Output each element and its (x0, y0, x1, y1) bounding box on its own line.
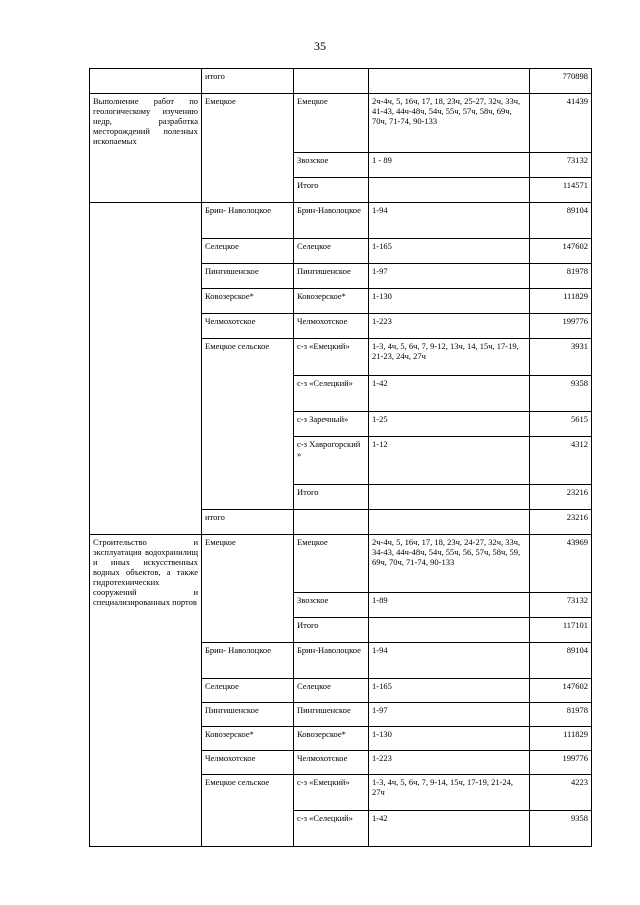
forestry-cell: с-з Заречный» (294, 412, 369, 437)
quarters-cell: 1-97 (369, 264, 530, 289)
quarters-cell: 1-42 (369, 811, 530, 847)
area-cell: 5615 (530, 412, 592, 437)
area-cell: 111829 (530, 289, 592, 314)
municipality-cell: Пингишенское (202, 703, 294, 727)
quarters-cell (369, 178, 530, 203)
quarters-cell: 1-130 (369, 727, 530, 751)
forestry-cell: с-з «Емецкий» (294, 775, 369, 811)
municipality-cell: Брин- Наволоцкое (202, 643, 294, 679)
quarters-cell (369, 510, 530, 535)
municipality-cell: Емецкое (202, 535, 294, 643)
area-cell: 117101 (530, 618, 592, 643)
forestry-cell: с-з «Емецкий» (294, 339, 369, 376)
area-cell: 4312 (530, 437, 592, 485)
forestry-cell: Ковозерское* (294, 727, 369, 751)
forestry-cell: Брин-Наволоцкое (294, 643, 369, 679)
forestry-cell: Итого (294, 485, 369, 510)
quarters-cell (369, 618, 530, 643)
area-cell: 111829 (530, 727, 592, 751)
area-cell: 9358 (530, 811, 592, 847)
area-cell: 4223 (530, 775, 592, 811)
forestry-cell: Итого (294, 618, 369, 643)
forestry-cell: Емецкое (294, 535, 369, 593)
municipality-cell: Емецкое сельское (202, 775, 294, 847)
forestry-cell: Челмохотское (294, 751, 369, 775)
municipality-cell: Ковозерское* (202, 727, 294, 751)
forestry-cell: Итого (294, 178, 369, 203)
area-cell: 43969 (530, 535, 592, 593)
area-cell: 147602 (530, 239, 592, 264)
activity-cell: Выполнение работ по геологическому изучению недр, разработка месторождений полезных ископаемых (90, 94, 202, 203)
quarters-cell: 1-94 (369, 203, 530, 239)
municipality-cell: Челмохотское (202, 751, 294, 775)
page-number: 35 (314, 39, 326, 53)
forestry-cell: Звозское (294, 593, 369, 618)
quarters-cell: 1-165 (369, 239, 530, 264)
activity-cell (90, 203, 202, 535)
forestry-cell: с-з Хаврогорский » (294, 437, 369, 485)
quarters-cell: 1-97 (369, 703, 530, 727)
area-cell: 9358 (530, 376, 592, 412)
quarters-cell (369, 485, 530, 510)
forestry-cell: Звозское (294, 153, 369, 178)
quarters-cell: 2ч-4ч, 5, 16ч, 17, 18, 23ч, 24-27, 32ч, 33ч, 34-43, 44ч-48ч, 54ч, 55ч, 56, 57ч, 58ч, 59, 69ч, 70ч, 71-74, 90-133 (369, 535, 530, 593)
land-plots-table (89, 68, 592, 847)
quarters-cell: 2ч-4ч, 5, 16ч, 17, 18, 23ч, 25-27, 32ч, 33ч, 41-43, 44ч-48ч, 54ч, 55ч, 57ч, 58ч, 69ч, 70ч, 71-74, 90-133 (369, 94, 530, 153)
forestry-cell: Брин-Наволоцкое (294, 203, 369, 239)
quarters-cell: 1-223 (369, 751, 530, 775)
quarters-cell: 1 - 89 (369, 153, 530, 178)
quarters-cell: 1-25 (369, 412, 530, 437)
area-cell: 73132 (530, 593, 592, 618)
area-cell: 81978 (530, 703, 592, 727)
municipality-cell: Ковозерское* (202, 289, 294, 314)
forestry-cell: Селецкое (294, 239, 369, 264)
quarters-cell: 1-3, 4ч, 5, 6ч, 7, 9-14, 15ч, 17-19, 21-24, 27ч (369, 775, 530, 811)
area-cell: 3931 (530, 339, 592, 376)
forestry-cell: с-з «Селецкий» (294, 376, 369, 412)
area-cell: 199776 (530, 314, 592, 339)
area-cell: 73132 (530, 153, 592, 178)
quarters-cell: 1-94 (369, 643, 530, 679)
municipality-cell: итого (202, 510, 294, 535)
area-cell: 770898 (530, 69, 592, 94)
area-cell: 199776 (530, 751, 592, 775)
forestry-cell: Емецкое (294, 94, 369, 153)
municipality-cell: итого (202, 69, 294, 94)
municipality-cell: Селецкое (202, 679, 294, 703)
quarters-cell: 1-223 (369, 314, 530, 339)
table-row (90, 203, 592, 239)
table-row (90, 94, 592, 153)
municipality-cell: Брин- Наволоцкое (202, 203, 294, 239)
quarters-cell: 1-3, 4ч, 5, 6ч, 7, 9-12, 13ч, 14, 15ч, 17-19, 21-23, 24ч, 27ч (369, 339, 530, 376)
quarters-cell (369, 69, 530, 94)
quarters-cell: 1-12 (369, 437, 530, 485)
municipality-cell: Челмохотское (202, 314, 294, 339)
activity-cell: Строительство и эксплуатация водохранилищ и иных искусственных водных объектов, а также гидротехнических сооружений и специализированных портов (90, 535, 202, 847)
forestry-cell: Челмохотское (294, 314, 369, 339)
table-row (90, 69, 592, 94)
area-cell: 147602 (530, 679, 592, 703)
forestry-cell: с-з «Селецкий» (294, 811, 369, 847)
municipality-cell: Селецкое (202, 239, 294, 264)
table-row (90, 535, 592, 593)
municipality-cell: Емецкое сельское (202, 339, 294, 510)
forestry-cell (294, 69, 369, 94)
municipality-cell: Пингишенское (202, 264, 294, 289)
forestry-cell (294, 510, 369, 535)
area-cell: 41439 (530, 94, 592, 153)
quarters-cell: 1-130 (369, 289, 530, 314)
area-cell: 114571 (530, 178, 592, 203)
quarters-cell: 1-165 (369, 679, 530, 703)
forestry-cell: Ковозерское* (294, 289, 369, 314)
forestry-cell: Пингишенское (294, 264, 369, 289)
area-cell: 23216 (530, 485, 592, 510)
area-cell: 81978 (530, 264, 592, 289)
municipality-cell: Емецкое (202, 94, 294, 203)
area-cell: 23216 (530, 510, 592, 535)
area-cell: 89104 (530, 643, 592, 679)
area-cell: 89104 (530, 203, 592, 239)
activity-cell (90, 69, 202, 94)
forestry-cell: Селецкое (294, 679, 369, 703)
forestry-cell: Пингишенское (294, 703, 369, 727)
quarters-cell: 1-42 (369, 376, 530, 412)
quarters-cell: 1-89 (369, 593, 530, 618)
